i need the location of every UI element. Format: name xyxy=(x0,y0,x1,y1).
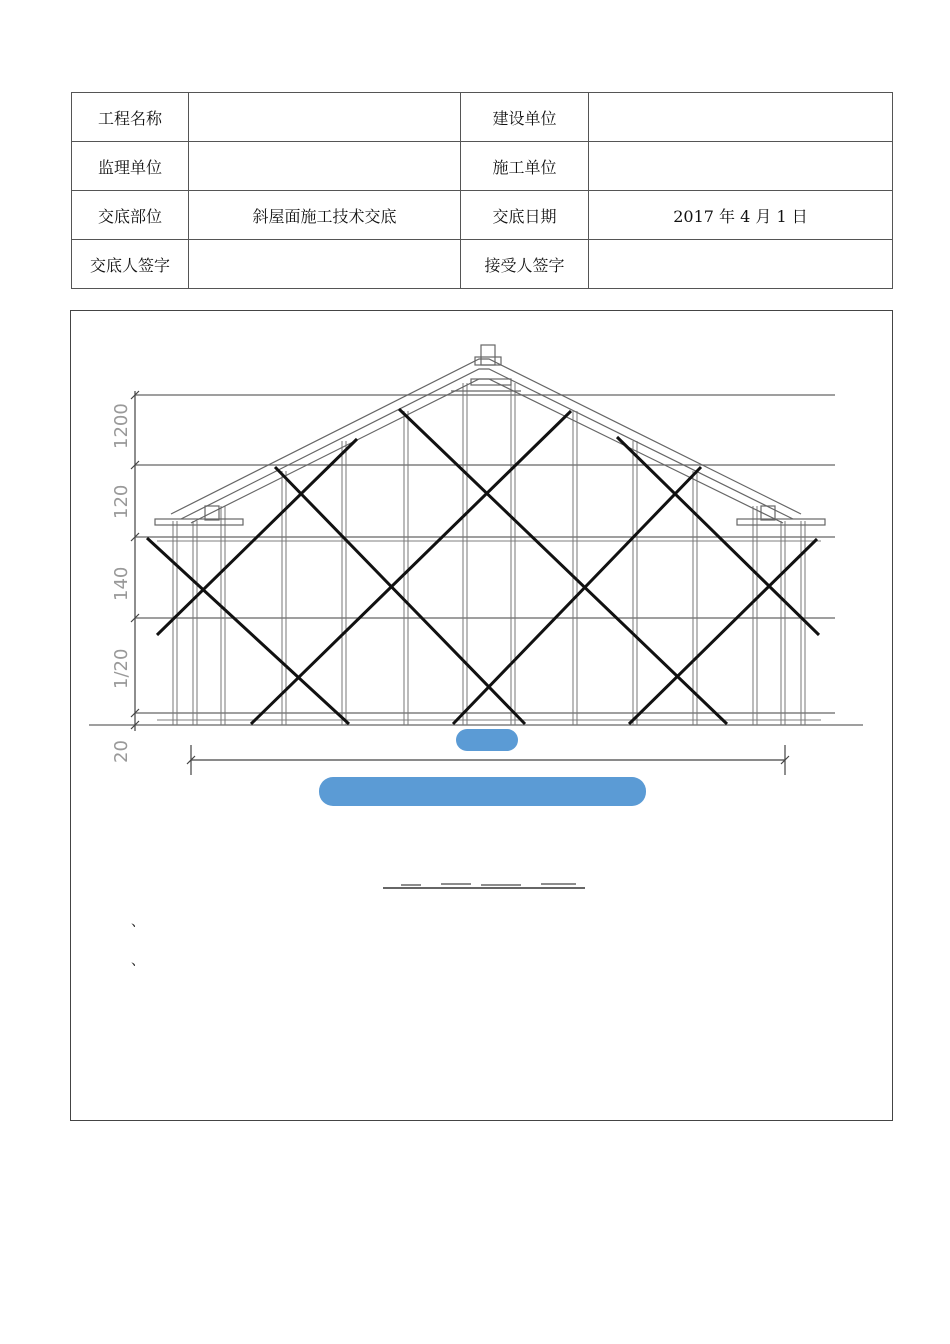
info-table xyxy=(71,92,893,289)
construction-unit-value xyxy=(589,142,893,191)
dimension-label: 1200 xyxy=(111,403,132,449)
content-box xyxy=(70,310,893,1121)
dimension-label: 120 xyxy=(111,484,132,519)
supervision-unit-value xyxy=(189,142,461,191)
handover-date-label: 交底日期 xyxy=(461,191,589,240)
table-row xyxy=(72,240,893,289)
list-marker: 、 xyxy=(131,953,145,969)
dimension-label: 1/20 xyxy=(111,648,132,689)
table-row xyxy=(72,191,893,240)
redaction-mark xyxy=(319,777,646,806)
presenter-signature-label: 交底人签字 xyxy=(72,240,189,289)
receiver-signature-label: 接受人签字 xyxy=(461,240,589,289)
dimension-labels xyxy=(111,403,132,763)
caption-underline xyxy=(383,884,585,888)
owner-unit-value xyxy=(589,93,893,142)
diagonal-bracing xyxy=(147,409,819,724)
redaction-mark xyxy=(456,729,518,751)
supervision-unit-label: 监理单位 xyxy=(72,142,189,191)
presenter-signature-value xyxy=(189,240,461,289)
table-row xyxy=(72,93,893,142)
owner-unit-label: 建设单位 xyxy=(461,93,589,142)
scaffold-elevation-drawing xyxy=(71,311,892,1120)
dimension-label: 20 xyxy=(111,740,132,763)
table-row xyxy=(72,142,893,191)
handover-part-label: 交底部位 xyxy=(72,191,189,240)
vertical-posts xyxy=(173,383,805,725)
list-marker: 、 xyxy=(131,914,145,930)
handover-part-value: 斜屋面施工技术交底 xyxy=(189,191,461,240)
handover-date-value: 2017 年 4 月 1 日 xyxy=(589,191,893,240)
dimension-label: 140 xyxy=(111,566,132,601)
project-name-label: 工程名称 xyxy=(72,93,189,142)
project-name-value xyxy=(189,93,461,142)
receiver-signature-value xyxy=(589,240,893,289)
dimension-line-vertical xyxy=(131,391,139,731)
construction-unit-label: 施工单位 xyxy=(461,142,589,191)
